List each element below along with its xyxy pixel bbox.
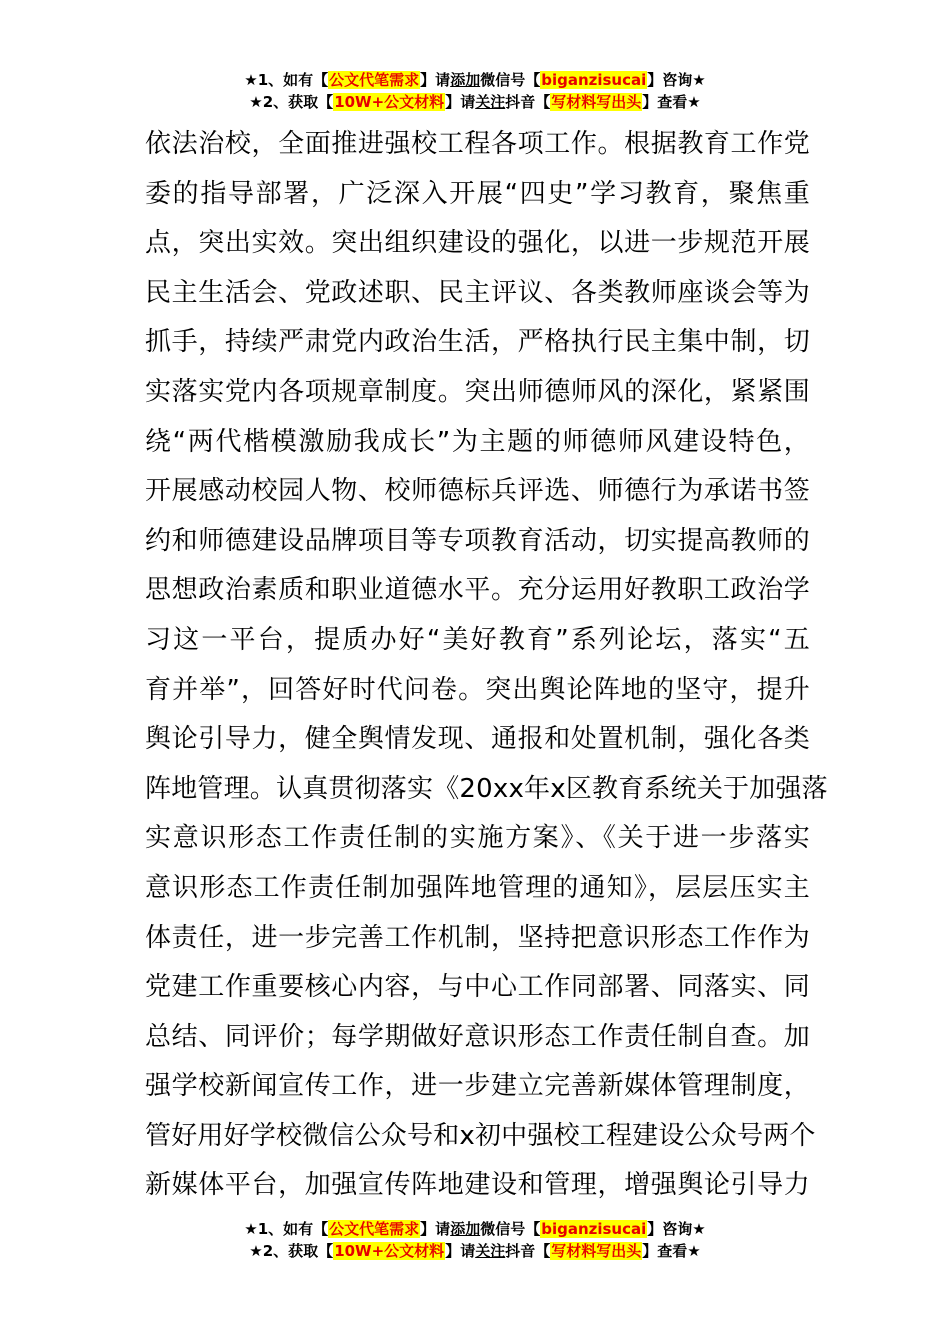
highlight-ghostwriting: 公文代笔需求 xyxy=(329,71,420,89)
header-banner xyxy=(0,69,950,113)
body-line: 实落实党内各项规章制度。突出师德师风的深化，紧紧围 xyxy=(145,376,810,407)
highlight-wechat-id: biganzisucai xyxy=(541,1220,647,1238)
body-line: 总结、同评价；每学期做好意识形态工作责任制自查。加 xyxy=(145,1021,810,1052)
body-line: 体责任，进一步完善工作机制，坚持把意识形态工作作为 xyxy=(145,922,810,953)
body-line: 民主生活会、党政述职、民主评议、各类教师座谈会等为 xyxy=(145,277,810,308)
body-line: 绕“两代楷模激励我成长”为主题的师德师风建设特色， xyxy=(145,426,810,457)
body-line: 新媒体平台，加强宣传阵地建设和管理，增强舆论引导力 xyxy=(145,1170,810,1201)
body-line: 实意识形态工作责任制的实施方案》、《关于进一步落实 xyxy=(145,823,810,854)
body-line: 党建工作重要核心内容，与中心工作同部署、同落实、同 xyxy=(145,972,810,1003)
body-line: 抓手，持续严肃党内政治生活，严格执行民主集中制，切 xyxy=(145,327,810,358)
body-line: 依法治校，全面推进强校工程各项工作。根据教育工作党 xyxy=(145,129,810,159)
body-line: 意识形态工作责任制加强阵地管理的通知》，层层压实主 xyxy=(145,872,810,903)
banner-line-1: ★1、如有【公文代笔需求】请添加微信号【biganzisucai】咨询★ xyxy=(244,71,706,89)
highlight-wechat-id: biganzisucai xyxy=(541,71,647,89)
body-line: 点，突出实效。突出组织建设的强化，以进一步规范开展 xyxy=(145,228,810,259)
highlight-douyin: 写材料写出头 xyxy=(551,1242,642,1260)
body-line: 委的指导部署，广泛深入开展“四史”学习教育，聚焦重 xyxy=(145,178,810,209)
body-line: 开展感动校园人物、校师德标兵评选、师德行为承诺书签 xyxy=(145,476,810,507)
highlight-materials: 10W+公文材料 xyxy=(334,93,445,111)
body-line: 强学校新闻宣传工作，进一步建立完善新媒体管理制度， xyxy=(145,1071,810,1102)
highlight-materials: 10W+公文材料 xyxy=(334,1242,445,1260)
banner-line-2: ★2、获取【10W+公文材料】请关注抖音【写材料写出头】查看★ xyxy=(249,93,701,111)
banner-line-1: ★1、如有【公文代笔需求】请添加微信号【biganzisucai】咨询★ xyxy=(244,1220,706,1238)
footer-banner xyxy=(0,1218,950,1262)
body-line: 育并举”，回答好时代问卷。突出舆论阵地的坚守，提升 xyxy=(145,674,810,705)
body-line: 管好用好学校微信公众号和x初中强校工程建设公众号两个 xyxy=(145,1120,816,1151)
highlight-douyin: 写材料写出头 xyxy=(551,93,642,111)
body-line: 约和师德建设品牌项目等专项教育活动，切实提高教师的 xyxy=(145,525,810,556)
document-body xyxy=(145,120,828,1211)
body-line: 思想政治素质和职业道德水平。充分运用好教职工政治学 xyxy=(145,575,810,606)
body-line: 舆论引导力，健全舆情发现、通报和处置机制，强化各类 xyxy=(145,724,810,755)
highlight-ghostwriting: 公文代笔需求 xyxy=(329,1220,420,1238)
banner-line-2: ★2、获取【10W+公文材料】请关注抖音【写材料写出头】查看★ xyxy=(249,1242,701,1260)
body-line: 阵地管理。认真贯彻落实《20xx年x区教育系统关于加强落 xyxy=(145,773,828,804)
body-line: 习这一平台，提质办好“美好教育”系列论坛，落实“五 xyxy=(145,624,810,655)
